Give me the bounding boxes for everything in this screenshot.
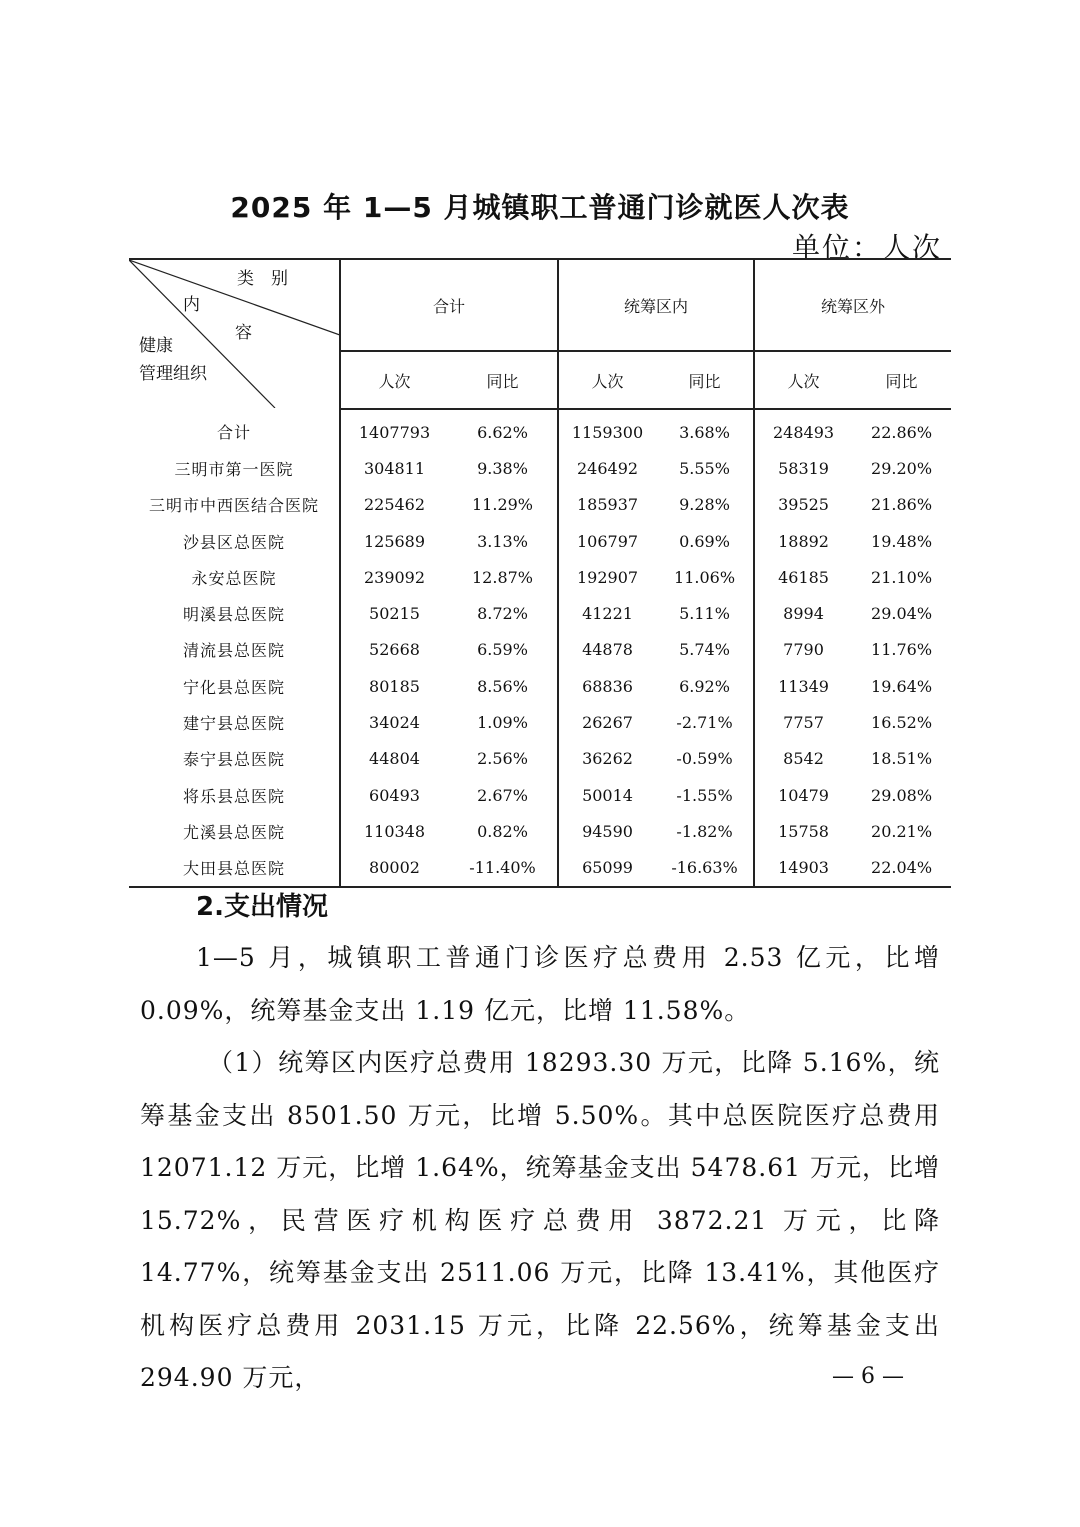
cell-total-visits: 239092: [363, 567, 426, 587]
cell-inside-yoy: 5.11%: [656, 595, 754, 631]
cell-inside-yoy: -0.59%: [656, 741, 754, 777]
cell-outside-yoy: 19.48%: [871, 531, 933, 551]
cell-total-visits: 44804: [369, 749, 420, 769]
cell-total-yoy: 8.56%: [448, 668, 558, 704]
cell-inside-yoy: 3.68%: [656, 409, 754, 450]
cell-total-yoy: 8.72%: [448, 595, 558, 631]
cell-outside-visits: 8542: [783, 749, 824, 769]
cell-outside-visits: 248493: [772, 422, 835, 442]
cell-total-visits: 1407793: [358, 422, 431, 442]
cell-inside-yoy: 11.06%: [656, 559, 754, 595]
group-header-total: 合计: [340, 259, 558, 351]
cell-outside-visits: 39525: [778, 495, 829, 515]
section-heading: 2.支出情况: [196, 892, 328, 922]
row-label: 沙县区总医院: [129, 523, 340, 559]
cell-outside-visits: 8994: [783, 604, 824, 624]
cell-outside-yoy: 11.76%: [871, 640, 933, 660]
cell-total-yoy: 3.13%: [448, 523, 558, 559]
row-label: 泰宁县总医院: [129, 741, 340, 777]
cell-inside-yoy: 9.28%: [656, 487, 754, 523]
cell-inside-yoy: 6.92%: [656, 668, 754, 704]
cell-inside-visits: 185937: [576, 495, 639, 515]
cell-total-yoy: 12.87%: [448, 559, 558, 595]
table-row: [129, 850, 951, 887]
cell-outside-visits: 10479: [778, 785, 829, 805]
cell-total-yoy: 2.56%: [448, 741, 558, 777]
corner-content-label-2: 容: [235, 323, 252, 343]
cell-inside-visits: 50014: [582, 785, 633, 805]
subheader-yoy: 同比: [852, 351, 951, 409]
row-label: 永安总医院: [129, 559, 340, 595]
cell-inside-visits: 36262: [582, 749, 633, 769]
row-label: 明溪县总医院: [129, 595, 340, 631]
cell-outside-visits: 15758: [778, 821, 829, 841]
cell-total-visits: 304811: [363, 458, 426, 478]
cell-outside-visits: 7790: [783, 640, 824, 660]
cell-inside-yoy: -1.82%: [656, 813, 754, 849]
corner-header: [129, 259, 340, 409]
corner-org-label-2: 管理组织: [139, 364, 207, 384]
cell-total-yoy: 0.82%: [448, 813, 558, 849]
cell-total-yoy: 2.67%: [448, 777, 558, 813]
subheader-yoy: 同比: [448, 351, 558, 409]
cell-total-yoy: -11.40%: [448, 850, 558, 887]
cell-outside-yoy: 22.04%: [852, 850, 951, 887]
cell-total-visits: 34024: [369, 713, 420, 733]
unit-label: 单位：人次: [791, 231, 942, 264]
cell-inside-yoy: -16.63%: [656, 850, 754, 887]
cell-outside-visits: 18892: [778, 531, 829, 551]
cell-outside-visits: 14903: [754, 850, 852, 887]
page-number: — 6 —: [832, 1364, 904, 1389]
cell-inside-visits: 68836: [582, 676, 633, 696]
cell-total-yoy: 6.59%: [448, 632, 558, 668]
cell-inside-visits: 41221: [582, 604, 633, 624]
table-body: [129, 409, 951, 887]
row-label: 将乐县总医院: [129, 777, 340, 813]
cell-total-visits: 60493: [369, 785, 420, 805]
cell-inside-visits: 44878: [582, 640, 633, 660]
cell-outside-visits: 58319: [778, 458, 829, 478]
cell-outside-yoy: 19.64%: [871, 676, 933, 696]
row-label: 大田县总医院: [129, 850, 340, 887]
corner-org-label-1: 健康: [139, 336, 173, 356]
cell-inside-yoy: 5.55%: [656, 450, 754, 486]
cell-total-yoy: 1.09%: [448, 704, 558, 740]
subheader-visits: 人次: [754, 351, 852, 409]
cell-inside-yoy: 5.74%: [656, 632, 754, 668]
cell-total-visits: 225462: [363, 495, 426, 515]
cell-inside-visits: 65099: [558, 850, 656, 887]
cell-inside-visits: 94590: [582, 821, 633, 841]
table-row: [129, 813, 951, 849]
table-row: [129, 450, 951, 486]
group-header-inside: 统筹区内: [558, 259, 754, 351]
paragraph: （1）统筹区内医疗总费用 18293.30 万元，比降 5.16%，统筹基金支出 8501.50 万元，比增 5.50%。其中总医院医疗总费用 12071.12 万元，比增 1.64%，统筹基金支出 5478.61 万元，比增 15.72%，民营医疗机构医疗总费用 3872.21 万元，比降 14.77%，统筹基金支出 2511.06 万元，比降 13.41%，其他医疗机构医疗总费用 2031.15 万元，比降 22.56%，统筹基金支出 294.90 万元，: [140, 1048, 940, 1392]
row-label: 三明市第一医院: [129, 450, 340, 486]
cell-outside-yoy: 29.04%: [871, 604, 933, 624]
visits-table: [129, 258, 951, 888]
cell-inside-yoy: -2.71%: [656, 704, 754, 740]
cell-total-visits: 52668: [369, 640, 420, 660]
cell-outside-visits: 46185: [778, 567, 829, 587]
cell-outside-yoy: 21.10%: [871, 567, 933, 587]
cell-total-visits: 80185: [369, 676, 420, 696]
table-header: [129, 259, 951, 409]
cell-inside-yoy: -1.55%: [656, 777, 754, 813]
cell-inside-visits: 26267: [582, 713, 633, 733]
cell-inside-visits: 106797: [576, 531, 639, 551]
row-label: 合计: [129, 409, 340, 450]
cell-outside-visits: 7757: [783, 713, 824, 733]
cell-inside-visits: 1159300: [571, 422, 644, 442]
table-row: [129, 595, 951, 631]
subheader-yoy: 同比: [656, 351, 754, 409]
cell-outside-yoy: 20.21%: [871, 821, 933, 841]
row-label: 建宁县总医院: [129, 704, 340, 740]
row-label: 宁化县总医院: [129, 668, 340, 704]
row-label: 三明市中西医结合医院: [129, 487, 340, 523]
table-row: [129, 668, 951, 704]
table-row: [129, 632, 951, 668]
table-row: [129, 487, 951, 523]
page-title: 2025 年 1—5 月城镇职工普通门诊就医人次表: [230, 191, 850, 224]
row-label: 尤溪县总医院: [129, 813, 340, 849]
cell-outside-yoy: 29.20%: [871, 458, 933, 478]
cell-outside-yoy: 18.51%: [871, 749, 933, 769]
cell-total-yoy: 11.29%: [448, 487, 558, 523]
cell-outside-yoy: 21.86%: [871, 495, 933, 515]
subheader-visits: 人次: [340, 351, 448, 409]
corner-content-label-1: 内: [183, 295, 200, 315]
row-label: 清流县总医院: [129, 632, 340, 668]
cell-total-visits: 80002: [340, 850, 448, 887]
cell-total-visits: 110348: [363, 821, 426, 841]
table-row: [129, 409, 951, 450]
cell-outside-visits: 11349: [778, 676, 829, 696]
cell-total-yoy: 6.62%: [448, 409, 558, 450]
cell-outside-yoy: 29.08%: [871, 785, 933, 805]
paragraph: 1—5 月，城镇职工普通门诊医疗总费用 2.53 亿元，比增 0.09%，统筹基金支出 1.19 亿元，比增 11.58%。: [140, 943, 940, 1025]
cell-inside-visits: 246492: [576, 458, 639, 478]
cell-inside-yoy: 0.69%: [656, 523, 754, 559]
table-row: [129, 559, 951, 595]
group-header-outside: 统筹区外: [754, 259, 951, 351]
cell-outside-yoy: 16.52%: [871, 713, 933, 733]
cell-total-yoy: 9.38%: [448, 450, 558, 486]
corner-category-label: 类 别: [237, 269, 288, 289]
table-row: [129, 523, 951, 559]
cell-total-visits: 50215: [369, 604, 420, 624]
cell-outside-yoy: 22.86%: [871, 422, 933, 442]
cell-inside-visits: 192907: [576, 567, 639, 587]
table-row: [129, 777, 951, 813]
table-row: [129, 741, 951, 777]
cell-total-visits: 125689: [363, 531, 426, 551]
subheader-visits: 人次: [558, 351, 656, 409]
table-row: [129, 704, 951, 740]
